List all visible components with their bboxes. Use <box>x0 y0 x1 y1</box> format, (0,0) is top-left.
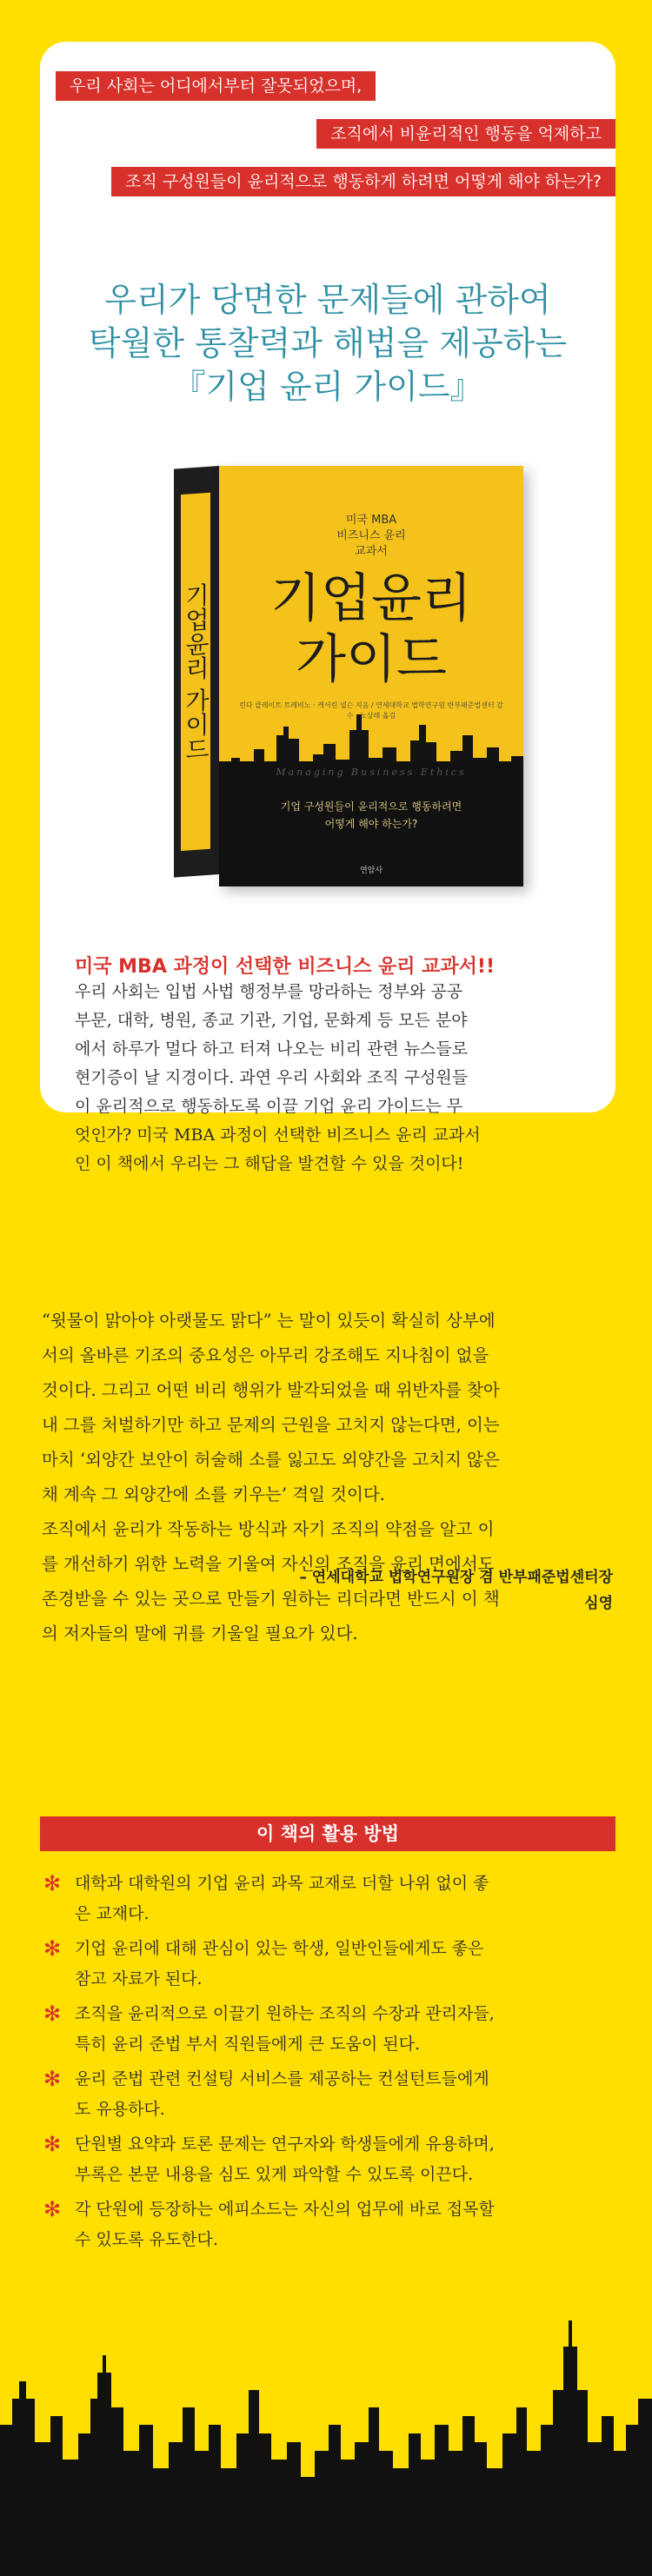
attribution-title: – 연세대학교 법학연구원장 겸 반부패준법센터장 <box>299 1569 613 1586</box>
quote-line: “윗물이 맑아야 아랫물도 맑다” 는 말이 있듯이 확실히 상부에 <box>42 1311 496 1331</box>
intro-line: 에서 하루가 멀다 하고 터져 나오는 비리 관련 뉴스들로 <box>75 1039 469 1059</box>
book-title-line: 기업윤리 <box>270 568 472 629</box>
banner-3: 조직 구성원들이 윤리적으로 행동하게 하려면 어떻게 해야 하는가? <box>111 167 615 196</box>
usage-item-line: 부록은 본문 내용을 심도 있게 파악할 수 있도록 이끈다. <box>75 2165 474 2184</box>
asterisk-bullet-icon: ✻ <box>43 2067 62 2091</box>
quote-line: 내 그를 처벌하기만 하고 문제의 근원을 고치지 않는다면, 이는 <box>42 1415 500 1435</box>
list-item <box>42 2129 615 2190</box>
intro-title: 미국 MBA 과정이 선택한 비즈니스 윤리 교과서!! <box>75 956 495 978</box>
intro-line: 부문, 대학, 병원, 종교 기관, 기업, 문화계 등 모든 분야 <box>75 1011 468 1030</box>
book-subtitle-line: 교과서 <box>355 545 388 558</box>
headline-line-3: 『기업 윤리 가이드』 <box>172 368 483 406</box>
list-item <box>42 1934 615 1995</box>
headline-line-1: 우리가 당면한 문제들에 관하여 <box>104 281 551 319</box>
book-spine-title: 기업윤리 가이드 <box>181 493 210 851</box>
quote-line: 마치 ‘외양간 보안이 허술해 소를 잃고도 외양간을 고치지 않은 <box>42 1450 500 1470</box>
asterisk-bullet-icon: ✻ <box>43 2132 62 2156</box>
usage-item-line: 단원별 요약과 토론 문제는 연구자와 학생들에게 유용하며, <box>75 2134 495 2154</box>
usage-item-line: 은 교재다. <box>75 1904 150 1923</box>
intro-body <box>75 978 588 1178</box>
usage-item-line: 기업 윤리에 대해 관심이 있는 학생, 일반인들에게도 좋은 <box>75 1939 484 1958</box>
intro-line: 우리 사회는 입법 사법 행정부를 망라하는 정부와 공공 <box>75 982 463 1001</box>
quote-line: 를 개선하기 위한 노력을 기울여 자신의 조직을 윤리 면에서도 <box>42 1554 495 1574</box>
headline <box>40 278 615 408</box>
book-authors: 린다 클레이트 트레비노 · 캐서린 넬슨 지음 / 연세대학교 법학연구원 반부패준법센터 감수 · 노상래 옮김 <box>239 701 503 720</box>
asterisk-bullet-icon: ✻ <box>43 1936 62 1961</box>
book-english-title: Managing Business Ethics <box>276 767 467 778</box>
usage-item-line: 각 단원에 등장하는 에피소드는 자신의 업무에 바로 접목할 <box>75 2200 495 2219</box>
list-item <box>42 2064 615 2125</box>
footer-skyline-illustration <box>0 2294 652 2576</box>
quote-line: 존경받을 수 있는 곳으로 만들기 원하는 리더라면 반드시 이 책 <box>42 1589 500 1609</box>
asterisk-bullet-icon: ✻ <box>43 1871 62 1895</box>
intro-line: 인 이 책에서 우리는 그 해답을 발견할 수 있을 것이다! <box>75 1154 464 1173</box>
banner-1: 우리 사회는 어디에서부터 잘못되었으며, <box>56 71 376 101</box>
book-publisher: 연암사 <box>359 866 383 875</box>
list-item <box>42 1999 615 2060</box>
intro-line: 엇인가? 미국 MBA 과정이 선택한 비즈니스 윤리 교과서 <box>75 1125 481 1145</box>
book-subtitle-line: 미국 MBA <box>345 514 397 527</box>
quote-attribution <box>299 1564 613 1617</box>
book-tagline-line: 기업 구성원들이 윤리적으로 행동하려면 <box>280 800 462 813</box>
usage-item-line: 특히 윤리 준법 부서 직원들에게 큰 도움이 된다. <box>75 2035 421 2054</box>
quote-line: 의 저자들의 말에 귀를 기울일 필요가 있다. <box>42 1623 358 1643</box>
headline-line-2: 탁월한 통찰력과 해법을 제공하는 <box>88 324 568 362</box>
quote-line: 채 계속 그 외양간에 소를 키우는’ 격일 것이다. <box>42 1484 385 1504</box>
list-item <box>42 1869 615 1929</box>
attribution-name: 심영 <box>584 1595 613 1612</box>
usage-item-line: 도 유용하다. <box>75 2100 165 2119</box>
book-front-cover <box>219 466 523 886</box>
usage-list <box>42 1869 615 2260</box>
book-title-line: 가이드 <box>296 629 447 690</box>
book-cover-image <box>174 435 522 886</box>
quote-line: 것이다. 그리고 어떤 비리 행위가 발각되었을 때 위반자를 찾아 <box>42 1380 500 1400</box>
book-tagline-line: 어떻게 해야 하는가? <box>324 818 418 830</box>
intro-line: 이 윤리적으로 행동하도록 이끌 기업 윤리 가이드는 무 <box>75 1097 463 1116</box>
banner-2: 조직에서 비윤리적인 행동을 억제하고 <box>316 119 615 149</box>
usage-header: 이 책의 활용 방법 <box>40 1816 615 1851</box>
book-subtitle-line: 비즈니스 윤리 <box>336 529 406 542</box>
intro-line: 현기증이 날 지경이다. 과연 우리 사회와 조직 구성원들 <box>75 1068 469 1087</box>
usage-item-line: 수 있도록 유도한다. <box>75 2230 218 2249</box>
book-title <box>219 568 523 690</box>
book-spine <box>174 466 219 878</box>
usage-item-line: 참고 자료가 된다. <box>75 1969 203 1988</box>
usage-item-line: 대학과 대학원의 기업 윤리 과목 교재로 더할 나위 없이 좋 <box>75 1874 489 1893</box>
usage-item-line: 조직을 윤리적으로 이끌기 원하는 조직의 수장과 관리자들, <box>75 2004 495 2023</box>
book-bottom-band <box>219 761 523 886</box>
asterisk-bullet-icon: ✻ <box>43 2197 62 2221</box>
list-item <box>42 2194 615 2255</box>
book-tagline <box>219 798 523 833</box>
usage-item-line: 윤리 준법 관련 컨설팅 서비스를 제공하는 컨설턴트들에게 <box>75 2069 489 2088</box>
quote-line: 서의 올바른 기조의 중요성은 아무리 강조해도 지나침이 없을 <box>42 1345 489 1365</box>
quote-line: 조직에서 윤리가 작동하는 방식과 자기 조직의 약점을 알고 이 <box>42 1519 495 1539</box>
book-subtitle <box>219 513 523 560</box>
asterisk-bullet-icon: ✻ <box>43 2002 62 2026</box>
